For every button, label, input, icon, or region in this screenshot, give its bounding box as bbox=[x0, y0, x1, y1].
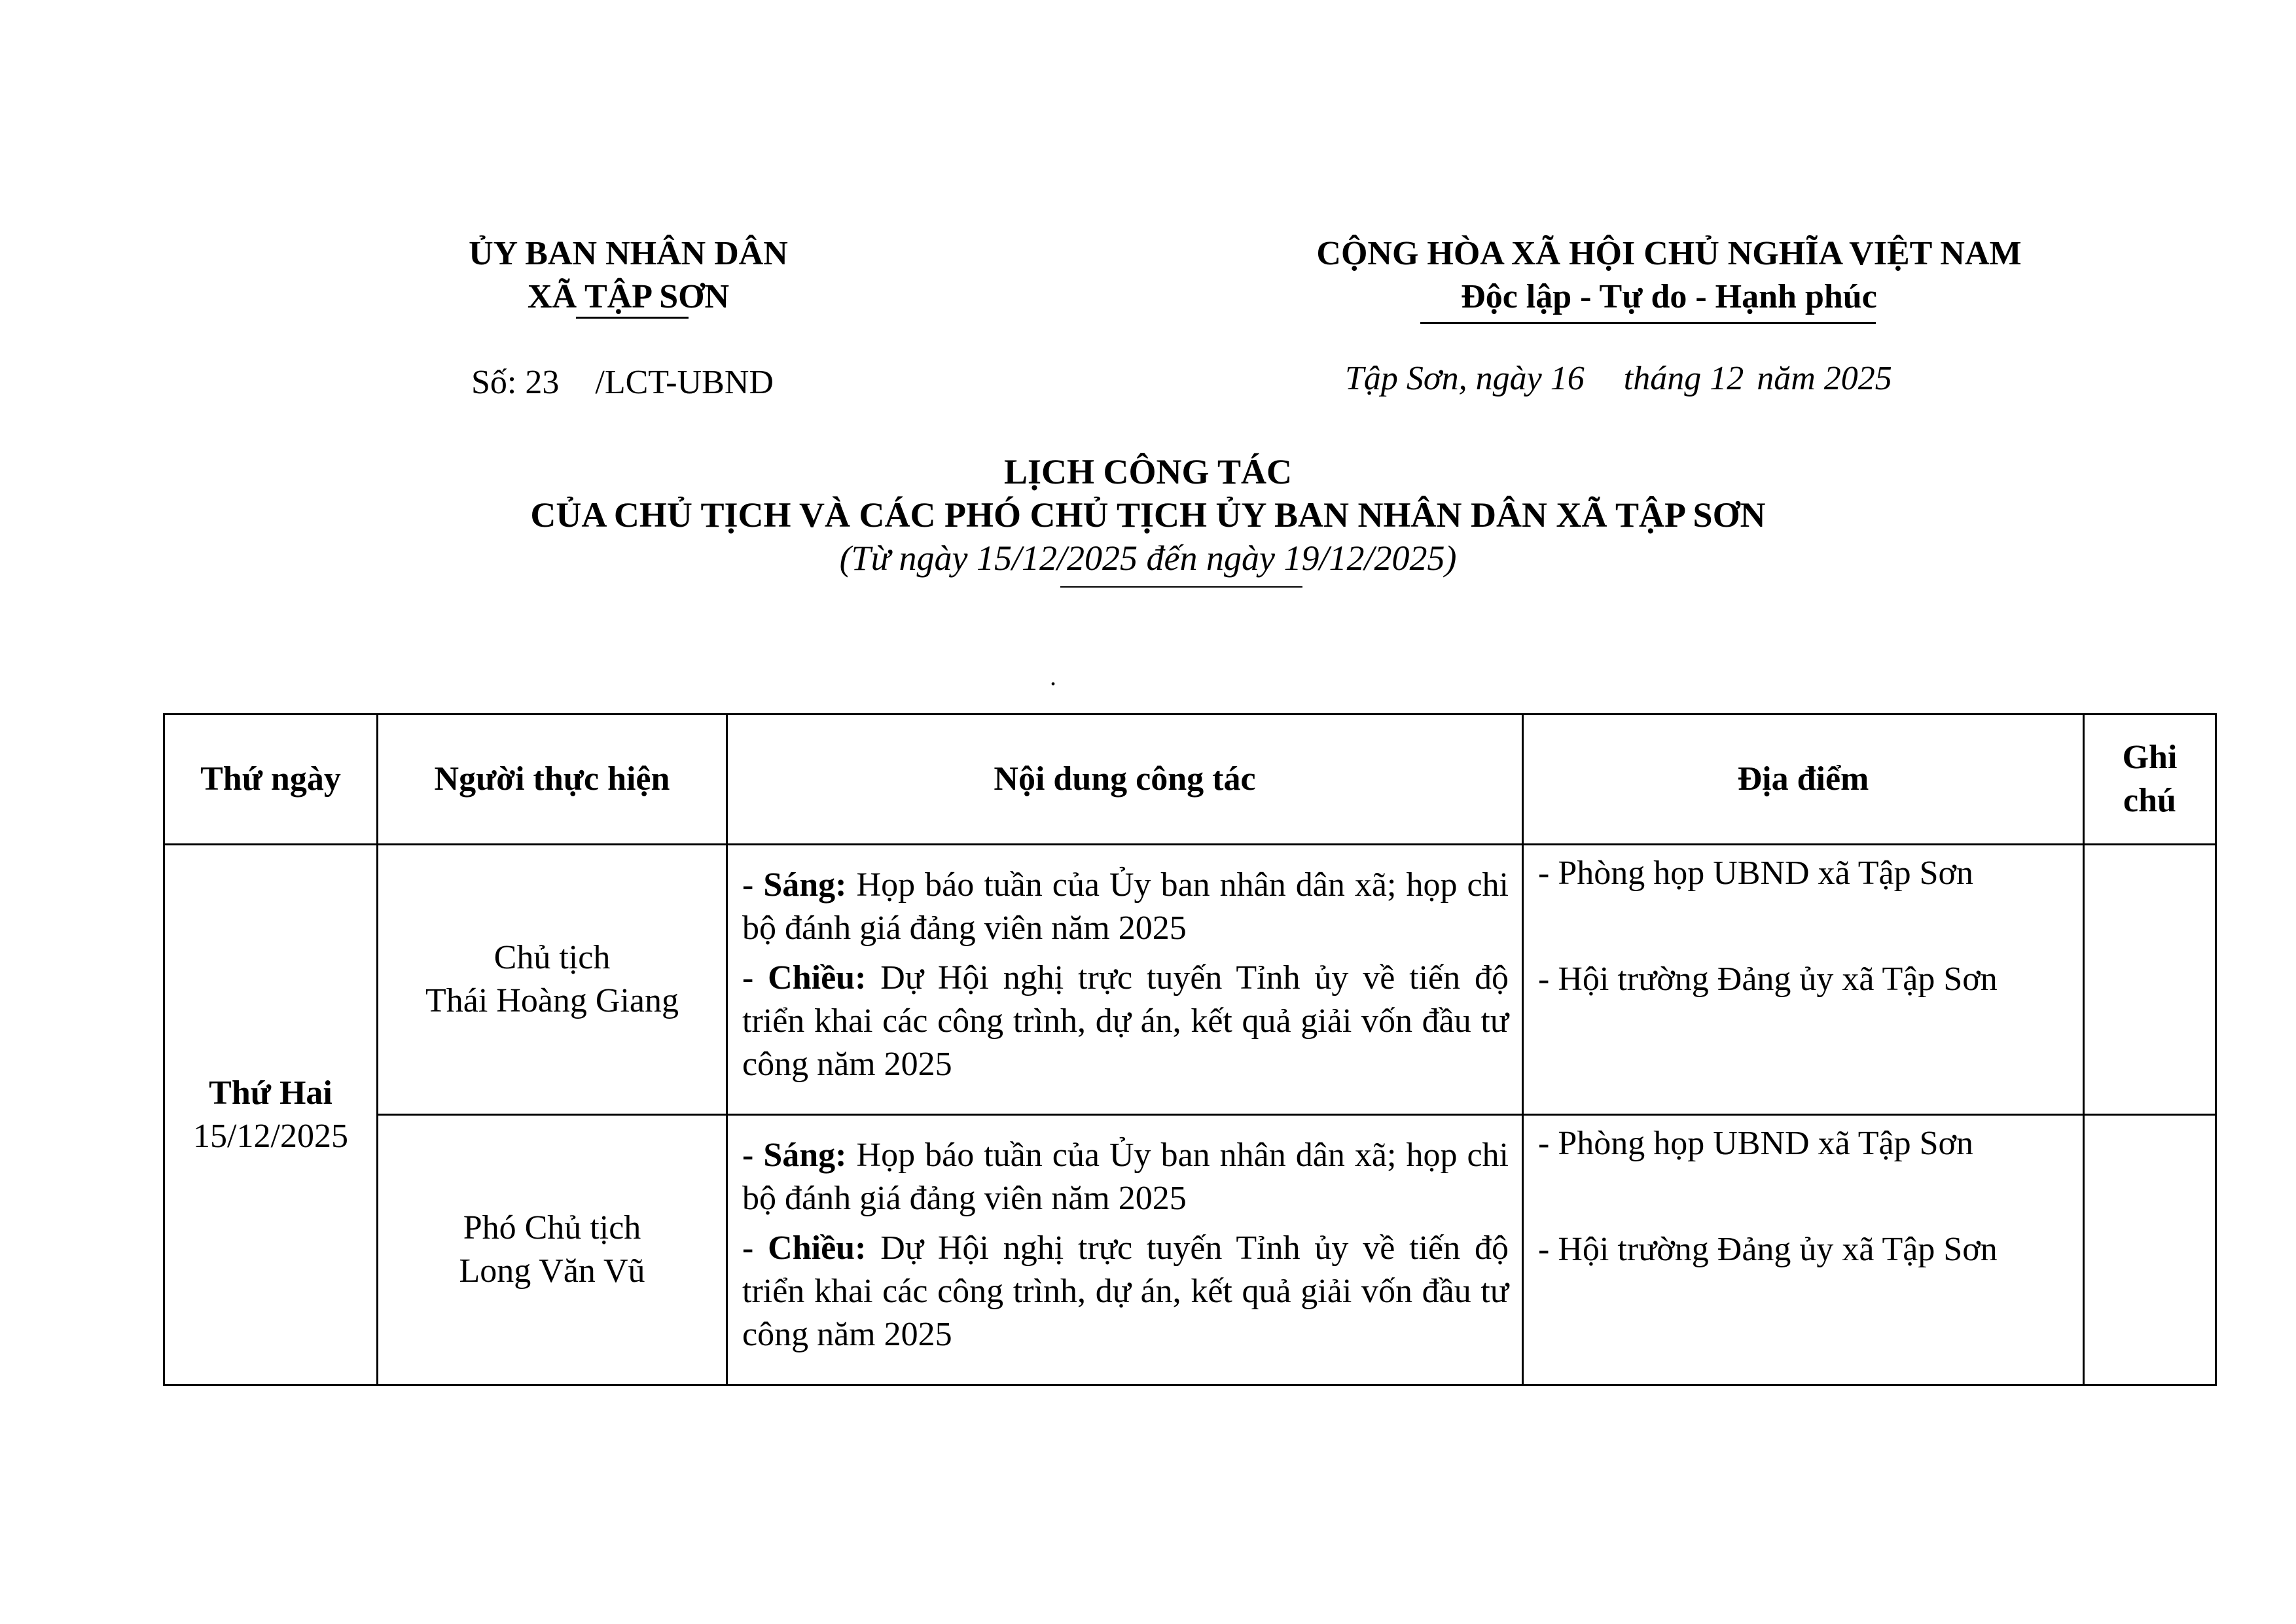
person-cell bbox=[378, 1115, 727, 1385]
morning-task bbox=[742, 864, 1509, 950]
place-day: Tập Sơn, ngày 16 bbox=[1345, 360, 1585, 397]
header-note bbox=[2084, 715, 2216, 845]
person-role: Chủ tịch bbox=[493, 939, 611, 976]
content-cell bbox=[727, 1115, 1523, 1385]
location-afternoon: - Hội trường Đảng ủy xã Tập Sơn bbox=[1538, 1231, 1998, 1268]
afternoon-label: - Chiều: bbox=[742, 1229, 867, 1267]
date-month: tháng 12 bbox=[1623, 360, 1744, 397]
day-cell bbox=[164, 845, 378, 1385]
afternoon-label: - Chiều: bbox=[742, 959, 867, 997]
table-row bbox=[164, 1115, 2216, 1385]
location-afternoon: - Hội trường Đảng ủy xã Tập Sơn bbox=[1538, 961, 1998, 998]
stray-mark: . bbox=[1050, 662, 1056, 691]
table-header-row bbox=[164, 715, 2216, 845]
person-name: Thái Hoàng Giang bbox=[425, 982, 679, 1019]
header-day: Thứ ngày bbox=[164, 715, 378, 845]
afternoon-task bbox=[742, 1227, 1509, 1356]
table-row bbox=[164, 845, 2216, 1115]
country-name: CỘNG HÒA XÃ HỘI CHỦ NGHĨA VIỆT NAM bbox=[1316, 235, 2022, 272]
national-title bbox=[1244, 232, 2094, 319]
note-cell bbox=[2084, 845, 2216, 1115]
title-line-2: CỦA CHỦ TỊCH VÀ CÁC PHÓ CHỦ TỊCH ỦY BAN NHÂN DÂN XÃ TẬP SƠN bbox=[530, 495, 1766, 535]
day-name: Thứ Hai bbox=[209, 1074, 332, 1112]
location-cell bbox=[1523, 845, 2084, 1115]
schedule-table bbox=[163, 713, 2217, 1386]
header-note-line-1: Ghi bbox=[2122, 739, 2178, 776]
commune-name: XÃ TẬP SƠN bbox=[527, 278, 730, 315]
morning-label: - Sáng: bbox=[742, 1137, 847, 1174]
date-year: năm 2025 bbox=[1757, 360, 1892, 397]
person-name: Long Văn Vũ bbox=[459, 1252, 645, 1290]
national-motto: Độc lập - Tự do - Hạnh phúc bbox=[1461, 278, 1877, 315]
issuing-authority bbox=[432, 232, 825, 319]
morning-task bbox=[742, 1134, 1509, 1220]
morning-label: - Sáng: bbox=[742, 866, 847, 904]
document-number-suffix: /LCT-UBND bbox=[595, 364, 774, 401]
person-cell bbox=[378, 845, 727, 1115]
title-line-1: LỊCH CÔNG TÁC bbox=[1003, 452, 1293, 491]
morning-text: Họp báo tuần của Ủy ban nhân dân xã; họp chi bộ đánh giá đảng viên năm 2025 bbox=[742, 866, 1509, 947]
content-cell bbox=[727, 845, 1523, 1115]
afternoon-text: Dự Hội nghị trực tuyến Tỉnh ủy về tiến độ triển khai các công trình, dự án, kết quả giải vốn đầu tư công năm 2025 bbox=[742, 1229, 1509, 1353]
commune-underline bbox=[576, 317, 689, 319]
date-range: (Từ ngày 15/12/2025 đến ngày 19/12/2025) bbox=[839, 538, 1457, 578]
person-role: Phó Chủ tịch bbox=[463, 1209, 641, 1246]
afternoon-task bbox=[742, 957, 1509, 1086]
authority-name: ỦY BAN NHÂN DÂN bbox=[469, 235, 788, 272]
morning-text: Họp báo tuần của Ủy ban nhân dân xã; họp chi bộ đánh giá đảng viên năm 2025 bbox=[742, 1137, 1509, 1217]
header-note-line-2: chú bbox=[2123, 782, 2176, 819]
location-morning: - Phòng họp UBND xã Tập Sơn bbox=[1538, 1125, 1973, 1162]
document-title bbox=[0, 450, 2296, 580]
header-person: Người thực hiện bbox=[378, 715, 727, 845]
note-cell bbox=[2084, 1115, 2216, 1385]
location-morning: - Phòng họp UBND xã Tập Sơn bbox=[1538, 855, 1973, 892]
afternoon-text: Dự Hội nghị trực tuyến Tỉnh ủy về tiến độ triển khai các công trình, dự án, kết quả giải vốn đầu tư công năm 2025 bbox=[742, 959, 1509, 1083]
header-location: Địa điểm bbox=[1523, 715, 2084, 845]
document-number-prefix: Số: 23 bbox=[471, 364, 560, 401]
location-cell bbox=[1523, 1115, 2084, 1385]
day-date: 15/12/2025 bbox=[193, 1117, 348, 1155]
header-content: Nội dung công tác bbox=[727, 715, 1523, 845]
place-date bbox=[1345, 357, 1892, 400]
document-number bbox=[471, 361, 774, 404]
title-underline bbox=[1060, 586, 1302, 588]
motto-underline bbox=[1420, 322, 1876, 324]
